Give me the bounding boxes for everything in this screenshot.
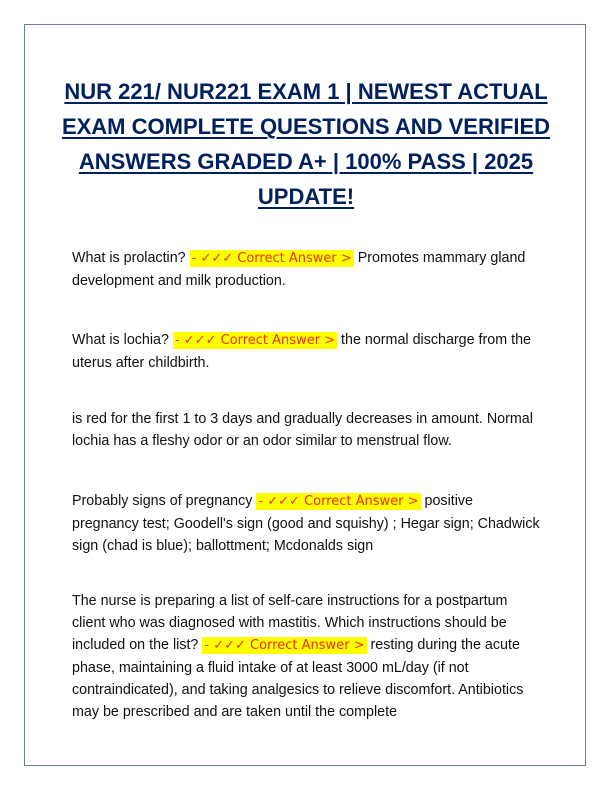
question-text: What is lochia? (72, 332, 169, 348)
question-text: What is prolactin? (72, 250, 186, 266)
answer-text: Promotes mammary gland development and milk production. (72, 250, 526, 289)
paragraph-text: is red for the first 1 to 3 days and gradually decreases in amount. Normal lochia has a fleshy odor or an odor similar to menstrual flow. (72, 411, 533, 449)
qa-item-prolactin (72, 247, 542, 292)
correct-answer-marker: - ✓✓✓ Correct Answer > (258, 494, 419, 509)
question-text: Probably signs of pregnancy (72, 493, 253, 509)
answer-text: the normal discharge from the uterus after childbirth. (72, 332, 531, 371)
question-text: The nurse is preparing a list of self-care instructions for a postpartum client who was diagnosed with mastitis. Which instructions should be included on the list? (72, 593, 508, 653)
qa-item-lochia (72, 329, 542, 374)
answer-text: positive pregnancy test; Goodell's sign (good and squishy) ; Hegar sign; Chadwick sign (chad is blue); ballottment; Mcdonalds sign (72, 493, 540, 554)
document-title: NUR 221/ NUR221 EXAM 1 | NEWEST ACTUAL EXAM COMPLETE QUESTIONS AND VERIFIED ANSWERS GRADED A+ | 100% PASS | 2025 UPDATE! (61, 79, 551, 209)
correct-answer-marker: - ✓✓✓ Correct Answer > (204, 638, 365, 653)
answer-text: resting during the acute phase, maintaining a fluid intake of at least 3000 mL/day (if not contraindicated), and taking analgesics to relieve discomfort. Antibiotics may be prescribed and are taken until the complete (72, 637, 524, 720)
lochia-description-paragraph (72, 408, 542, 452)
correct-answer-marker: - ✓✓✓ Correct Answer > (174, 333, 336, 348)
correct-answer-marker: - ✓✓✓ Correct Answer > (191, 251, 352, 266)
qa-item-pregnancy-signs (72, 490, 542, 557)
qa-item-mastitis (72, 590, 542, 723)
